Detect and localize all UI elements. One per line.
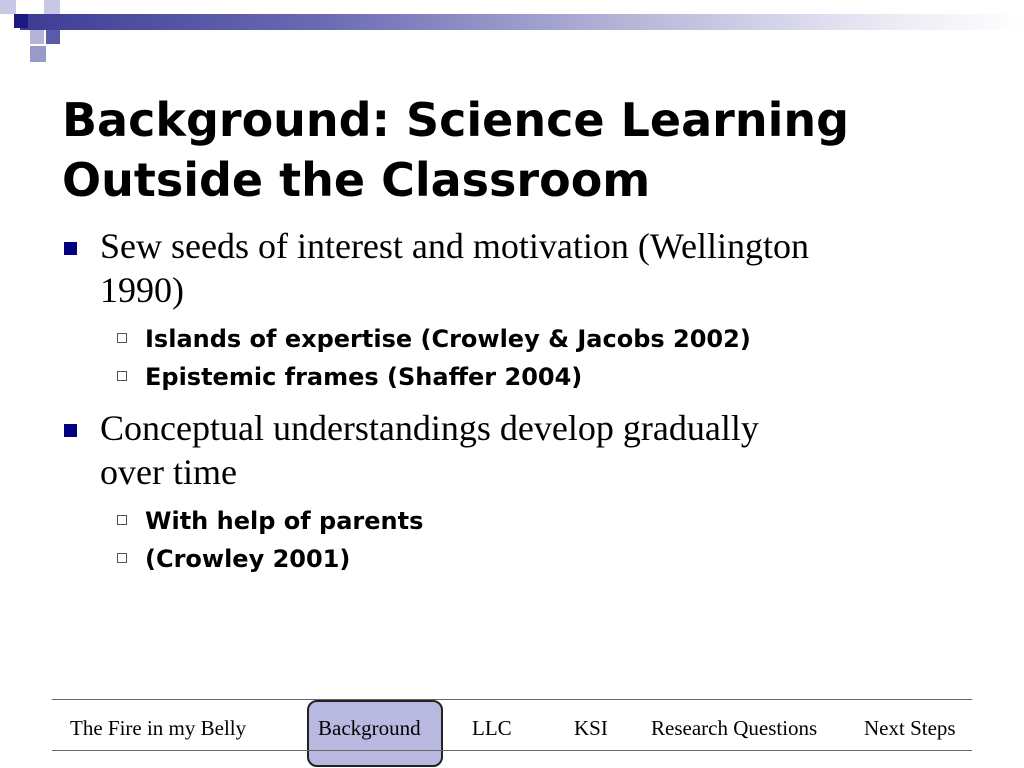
bullet-text: Conceptual understandings develop gradually <box>100 408 759 448</box>
nav-item-research-questions[interactable]: Research Questions <box>651 716 818 740</box>
sub-bullet-item <box>60 540 980 578</box>
nav-item-ksi[interactable]: KSI <box>574 716 608 740</box>
slide-title-line: Outside the Classroom <box>62 153 651 207</box>
header-square <box>30 30 44 44</box>
header-square <box>0 0 16 14</box>
sub-bullet-item <box>60 358 980 396</box>
bullet-text: Sew seeds of interest and motivation (Wellington <box>100 226 809 266</box>
bullet-text: 1990) <box>100 270 184 310</box>
nav-item-llc[interactable]: LLC <box>472 716 512 740</box>
slide-title <box>62 90 982 210</box>
nav-top-divider <box>52 699 972 700</box>
header-square <box>14 14 28 28</box>
hollow-square-bullet-icon <box>117 333 127 343</box>
sub-bullet-item <box>60 502 980 540</box>
square-bullet-icon <box>64 424 77 437</box>
sub-bullet-text: With help of parents <box>145 507 424 535</box>
header-gradient-band <box>20 14 1024 30</box>
sub-bullet-item <box>60 320 980 358</box>
nav-item-background[interactable]: Background <box>318 716 421 740</box>
header-square <box>44 0 60 14</box>
sub-bullet-text: Epistemic frames (Shaffer 2004) <box>145 363 583 391</box>
sub-bullet-text: (Crowley 2001) <box>145 545 351 573</box>
bullet-item <box>60 224 980 312</box>
header-square <box>14 30 28 44</box>
nav-bottom-divider <box>52 750 972 751</box>
sub-bullet-text: Islands of expertise (Crowley & Jacobs 2002) <box>145 325 751 353</box>
bullet-text: over time <box>100 452 237 492</box>
bullet-list <box>60 224 980 578</box>
hollow-square-bullet-icon <box>117 515 127 525</box>
header-square <box>46 30 60 44</box>
nav-item-fire-in-my-belly[interactable]: The Fire in my Belly <box>70 716 247 740</box>
hollow-square-bullet-icon <box>117 371 127 381</box>
nav-item-next-steps[interactable]: Next Steps <box>864 716 956 740</box>
hollow-square-bullet-icon <box>117 553 127 563</box>
header-square <box>30 46 46 62</box>
slide-title-line: Background: Science Learning <box>62 93 850 147</box>
bullet-item <box>60 406 980 494</box>
square-bullet-icon <box>64 242 77 255</box>
